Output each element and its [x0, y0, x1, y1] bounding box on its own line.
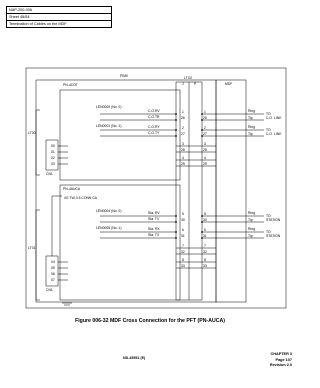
pin-j: 29 [181, 162, 185, 166]
footer-doc-number: ND-45551 (E) [123, 356, 146, 360]
pin-j: 26 [181, 116, 185, 120]
pin-p: 4 [204, 156, 206, 160]
sheet-number: Sheet 48/54 [7, 14, 111, 21]
to-co-line: TO C.O. LINE [266, 128, 282, 136]
pin-j: 32 [181, 250, 185, 254]
pin-p: 29 [203, 162, 207, 166]
footer-chapter-info [270, 352, 292, 369]
footer-page: Page 107 [275, 357, 292, 362]
pin-p: 2 [204, 126, 206, 130]
pin-p: 1 [204, 110, 206, 114]
cn-pin: 01 [51, 150, 55, 154]
lt01-label: LT01 [28, 246, 36, 250]
pin-p: 5 [204, 212, 206, 216]
pin-j: 4 [182, 156, 184, 160]
pin-p: 6 [204, 228, 206, 232]
mdf-label: MDF [225, 82, 233, 86]
pin-p: 27 [203, 132, 207, 136]
lead-label: Sta. RX [148, 227, 160, 231]
lt00-label: LT00 [28, 131, 36, 135]
to-co-line: TO C.O. LINE [266, 112, 282, 120]
mdf-tip: Tip [248, 218, 253, 222]
lead-label: C.O.RY [148, 125, 160, 129]
pin-j: 30 [181, 218, 185, 222]
pin-j: 5 [182, 212, 184, 216]
pin-j: 7 [182, 244, 184, 248]
col-p-label: P [194, 82, 197, 86]
ltc0-label: LTC0 [184, 76, 193, 80]
pin-j: 6 [182, 228, 184, 232]
pin-j: 27 [181, 132, 185, 136]
pin-j: 33 [181, 264, 185, 268]
lead-label: C.O.TY [148, 131, 160, 135]
pin-j: 2 [182, 126, 184, 130]
cn-pin: 03 [51, 162, 55, 166]
lead-label: Sta. RV [148, 211, 160, 215]
doc-title: Termination of Cables on the MDF [9, 22, 67, 26]
col-j-label: J [182, 82, 184, 86]
lead-label: Sta. TV [148, 217, 160, 221]
cn-pin: 00 [51, 144, 55, 148]
len-label: LEN0005 (No. 1) [96, 226, 122, 230]
lead-label: C.O.TR [148, 115, 160, 119]
to-station: TO STATION [266, 214, 281, 222]
pin-p: 30 [203, 218, 207, 222]
pin-p: 26 [203, 116, 207, 120]
pin-j: 3 [182, 142, 184, 146]
cn-pin: 07 [51, 278, 55, 282]
pn-4cot-label: PN-4COT [63, 83, 78, 87]
cn-pin: 02 [51, 156, 55, 160]
pin-p: 28 [203, 148, 207, 152]
pin-p: 8 [204, 258, 206, 262]
mdf-tip: Tip [248, 234, 253, 238]
pn-4cot-card [60, 90, 180, 180]
cable-label: 4G TW-0.5 CONN CA [64, 196, 98, 200]
mdf-ring: Ring [248, 227, 255, 231]
cn-pin: 05 [51, 266, 55, 270]
pin-p: 32 [203, 250, 207, 254]
pin-p: 3 [204, 142, 206, 146]
mdf-tip: Tip [248, 116, 253, 120]
cn1-bottom-label: CN1 [46, 288, 53, 292]
mdf-tip: Tip [248, 132, 253, 136]
cn-pin: 06 [51, 272, 55, 276]
pin-j: 1 [182, 110, 184, 114]
mdf-ring: Ring [248, 211, 255, 215]
pin-j: 8 [182, 258, 184, 262]
lead-label: C.O.RV [148, 109, 160, 113]
pim0-label: PIM0 [120, 74, 128, 78]
doc-number: NAP-200-006 [7, 7, 111, 14]
pin-j: 31 [181, 234, 185, 238]
cn-pin: 04 [51, 260, 55, 264]
cn1-top-label: CN1 [46, 172, 53, 176]
mdf-ring: Ring [248, 109, 255, 113]
pn-4auca-label: PN-4AUCA [63, 187, 81, 191]
to-station: TO STATION [266, 230, 281, 238]
mdf-ring: Ring [248, 125, 255, 129]
pin-p: 33 [203, 264, 207, 268]
figure-caption: Figure 006-32 MDF Cross Connection for the PFT (PN-AUCA) [75, 318, 225, 324]
pin-j: 28 [181, 148, 185, 152]
len-label: LEN0000 (No. 0) [96, 105, 122, 109]
footer-revision: Revision 2.0 [269, 363, 292, 368]
pn-4auca-card [60, 185, 180, 300]
pin-p: 31 [203, 234, 207, 238]
lead-label: Sta. TX [148, 233, 160, 237]
len-label: LEN0001 (No. 1) [96, 124, 122, 128]
mdf-box [216, 80, 246, 302]
len-label: LEN0004 (No. 0) [96, 209, 122, 213]
pin-p: 7 [204, 244, 206, 248]
footer-chapter: CHAPTER 3 [270, 352, 292, 356]
